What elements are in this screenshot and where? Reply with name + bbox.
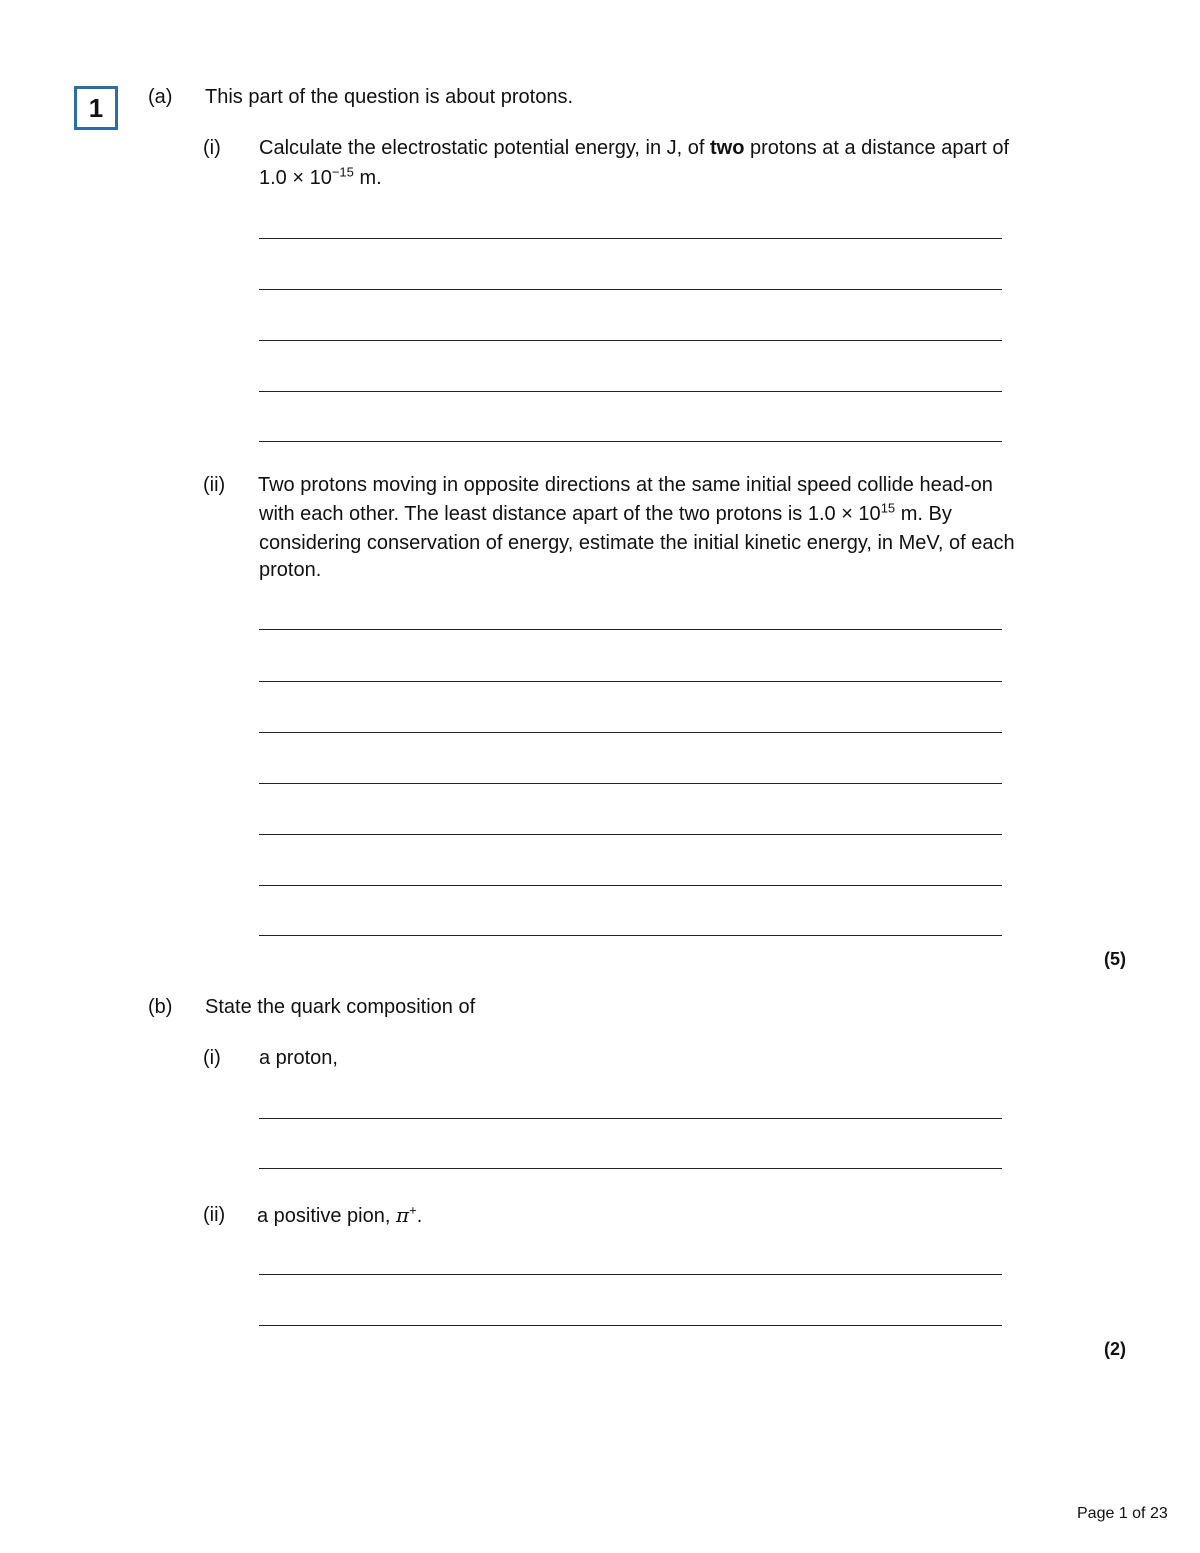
question-number: 1	[88, 92, 104, 123]
part-b-ii-label: (ii)	[203, 1204, 226, 1226]
answer-line[interactable]	[259, 1325, 1002, 1326]
answer-line[interactable]	[259, 391, 1002, 392]
part-a-i-question-line2	[259, 164, 382, 192]
part-b-i-label: (i)	[203, 1047, 221, 1069]
answer-line[interactable]	[259, 238, 1002, 239]
part-a-marks: (5)	[1104, 949, 1126, 969]
answer-line[interactable]	[259, 1274, 1002, 1275]
part-a-ii-question-line4: proton.	[259, 559, 322, 581]
part-a-ii-question-line1: Two protons moving in opposite directions at the same initial speed collide head-on	[258, 474, 993, 496]
answer-line[interactable]	[259, 732, 1002, 733]
part-a-i-exponent: −15	[331, 164, 354, 180]
page-number: Page 1 of 23	[1077, 1505, 1168, 1522]
part-a-ii-text-post: m. By	[895, 503, 952, 525]
part-b-ii-period: .	[416, 1205, 423, 1227]
part-b-i-question: a proton,	[259, 1047, 338, 1069]
part-b-label: (b)	[148, 996, 173, 1018]
part-a-ii-question-line2	[259, 500, 952, 528]
answer-line[interactable]	[259, 681, 1002, 682]
part-a-i-question-line1	[259, 134, 1009, 162]
answer-line[interactable]	[259, 289, 1002, 290]
part-a-intro: This part of the question is about protons.	[205, 86, 573, 108]
part-a-i-unit: m.	[353, 167, 382, 189]
pion-symbol: π	[395, 1203, 410, 1227]
part-b-ii-text: a positive pion,	[257, 1205, 396, 1227]
pion-charge: +	[409, 1202, 417, 1218]
part-a-i-text-pre: Calculate the electrostatic potential energy, in J, of	[259, 137, 710, 159]
part-b-marks: (2)	[1104, 1339, 1126, 1359]
answer-line[interactable]	[259, 834, 1002, 835]
part-a-i-bold-two: two	[710, 137, 745, 159]
answer-line[interactable]	[259, 340, 1002, 341]
part-b-intro: State the quark composition of	[205, 996, 476, 1018]
part-a-i-text-post: protons at a distance apart of	[744, 137, 1010, 159]
answer-line[interactable]	[259, 935, 1002, 936]
question-number-box	[74, 86, 118, 130]
answer-line[interactable]	[259, 629, 1002, 630]
answer-line[interactable]	[259, 1168, 1002, 1169]
part-a-ii-label: (ii)	[203, 474, 226, 496]
answer-line[interactable]	[259, 1118, 1002, 1119]
part-a-label: (a)	[148, 86, 173, 108]
part-a-i-label: (i)	[203, 137, 221, 159]
part-b-ii-question	[257, 1201, 422, 1230]
part-a-ii-question-line3: considering conservation of energy, estimate the initial kinetic energy, in MeV, of each	[259, 532, 1015, 554]
part-a-ii-text-pre: with each other. The least distance apart of the two protons is 1.0 × 10	[259, 503, 881, 525]
part-a-ii-exponent: 15	[880, 500, 896, 516]
answer-line[interactable]	[259, 885, 1002, 886]
part-a-i-distance: 1.0 × 10	[259, 167, 332, 189]
answer-line[interactable]	[259, 441, 1002, 442]
answer-line[interactable]	[259, 783, 1002, 784]
